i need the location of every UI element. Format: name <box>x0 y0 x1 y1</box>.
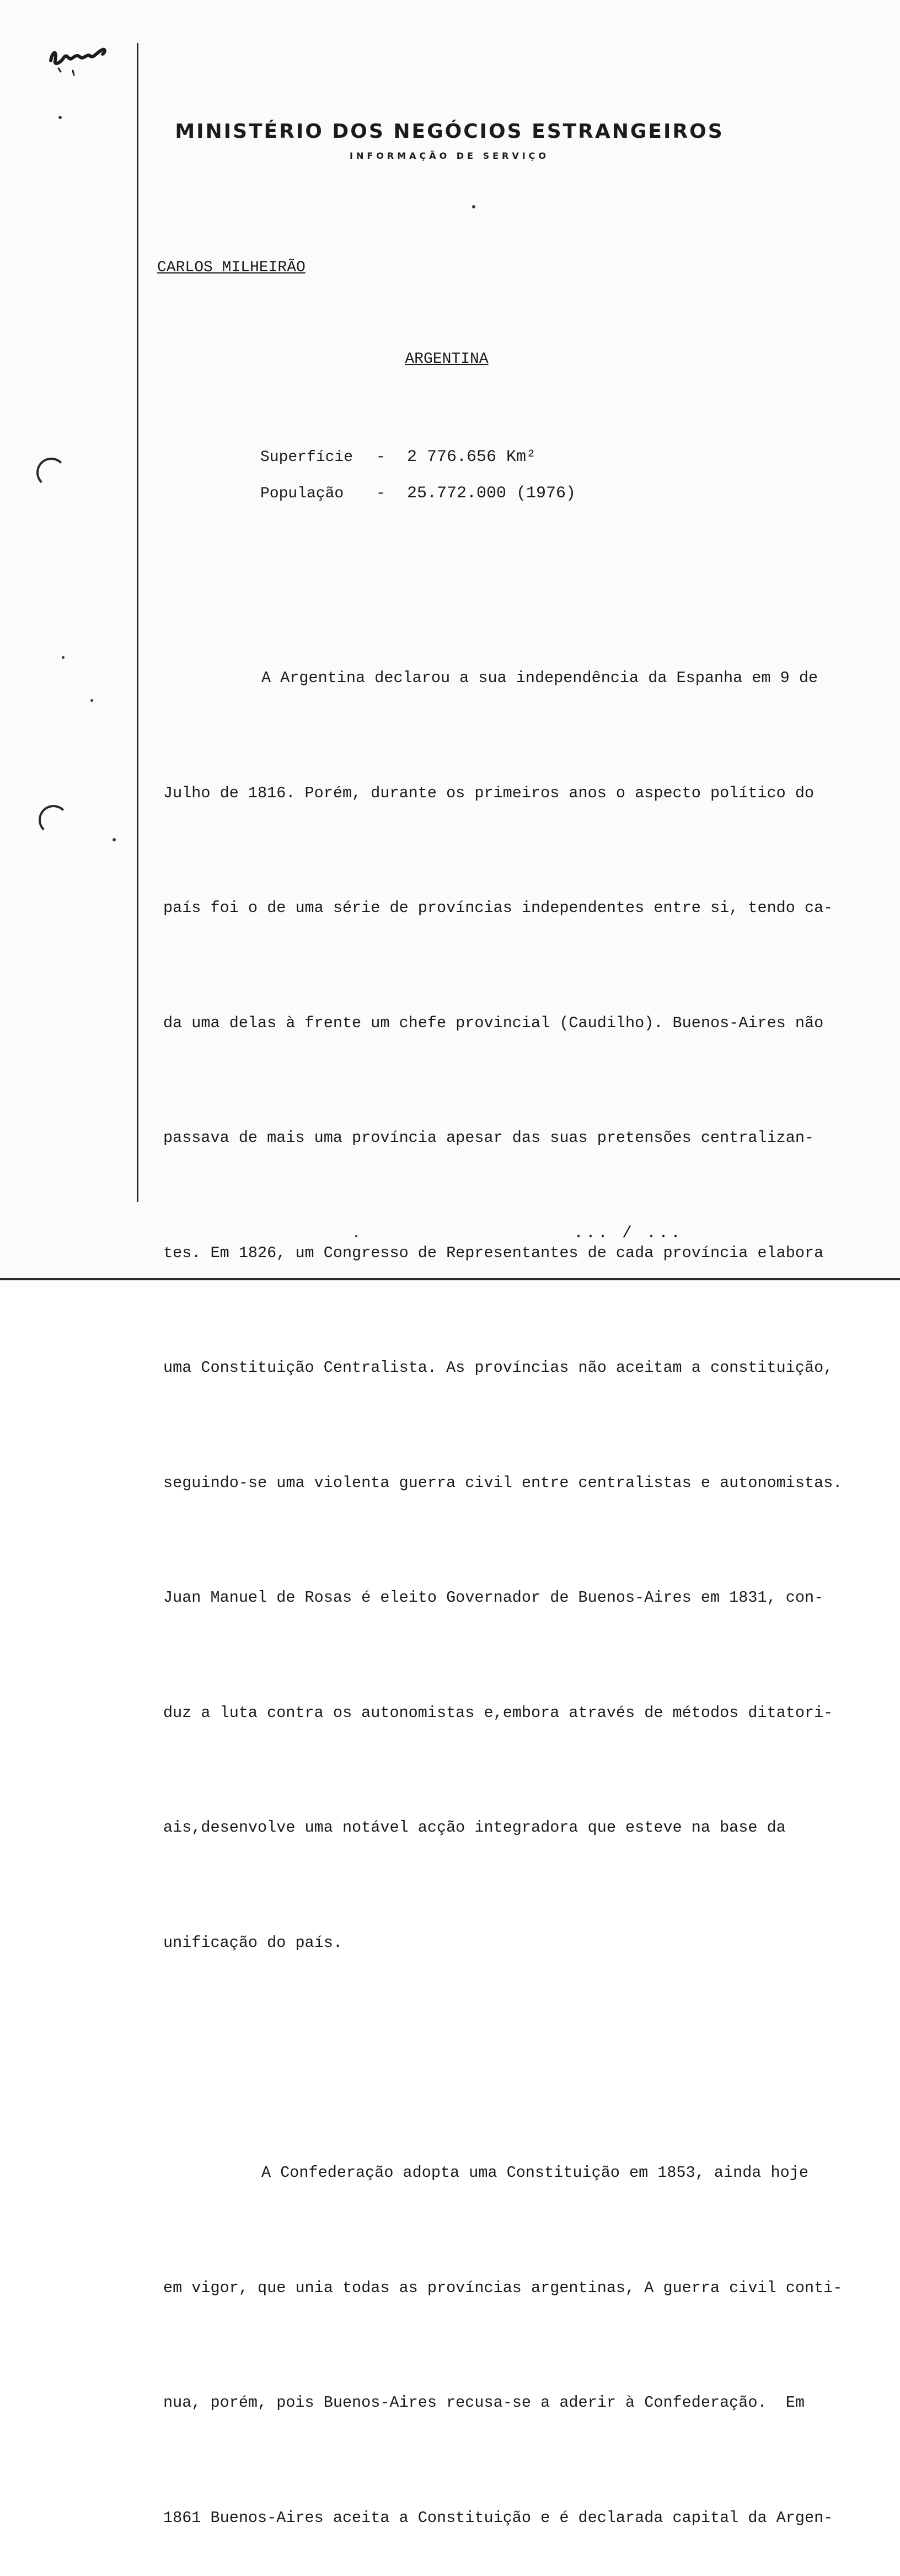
text-line: uma Constituição Centralista. As províncias não aceitam a constituição, <box>163 1359 833 1377</box>
fact-row-population <box>260 484 576 520</box>
left-margin-rule <box>137 43 138 1202</box>
fact-row-area <box>260 448 576 484</box>
text-line: Juan Manuel de Rosas é eleito Governador de Buenos-Aires em 1831, con- <box>163 1588 824 1607</box>
text-line: país foi o de uma série de províncias independentes entre si, tendo ca- <box>163 899 833 917</box>
text-line: 1861 Buenos-Aires aceita a Constituição e é declarada capital da Argen- <box>163 2508 833 2527</box>
text-line: ais,desenvolve uma notável acção integradora que esteve na base da <box>163 1818 786 1837</box>
scan-speck <box>472 205 475 208</box>
fact-dash: - <box>376 449 385 466</box>
country-facts <box>260 448 576 520</box>
ministry-heading: MINISTÉRIO DOS NEGÓCIOS ESTRANGEIROS <box>175 120 724 143</box>
text-line: nua, porém, pois Buenos-Aires recusa-se a aderir à Confederação. Em <box>163 2393 805 2412</box>
text-line: seguindo-se uma violenta guerra civil entre centralistas e autonomistas. <box>163 1473 843 1492</box>
scan-speck <box>90 699 93 702</box>
scan-speck <box>62 656 65 659</box>
author-name: CARLOS MILHEIRÃO <box>157 259 306 276</box>
binder-hole-mark <box>36 458 66 487</box>
text-line: tes. Em 1826, um Congresso de Representantes de cada província elabora <box>163 1243 824 1262</box>
text-line: em vigor, que unia todas as províncias argentinas, A guerra civil conti- <box>163 2278 843 2297</box>
binder-hole-mark <box>39 805 68 835</box>
paragraph-confederation <box>163 2077 891 2576</box>
scan-speck <box>355 1235 357 1237</box>
fact-label: População <box>260 485 344 502</box>
fact-label: Superfície <box>260 449 353 466</box>
text-line: da uma delas à frente um chefe provincial (Caudilho). Buenos-Aires não <box>163 1013 824 1032</box>
document-body <box>163 582 891 2576</box>
fact-value: 2 776.656 Km² <box>407 448 537 466</box>
text-line: passava de mais uma província apesar das suas pretensões centralizan- <box>163 1129 815 1147</box>
letterhead <box>138 118 761 164</box>
handwritten-signature <box>47 44 114 94</box>
page-continuation-marker: ... / ... <box>574 1224 683 1243</box>
text-line: A Argentina declarou a sua independência da Espanha em 9 de <box>261 669 818 687</box>
paragraph-independence <box>163 582 891 2038</box>
scan-speck <box>113 838 116 841</box>
service-subtitle: INFORMAÇÃO DE SERVIÇO <box>349 151 550 161</box>
fact-value: 25.772.000 (1976) <box>407 484 576 503</box>
scan-speck <box>58 116 62 119</box>
document-title: ARGENTINA <box>405 351 489 368</box>
text-line: A Confederação adopta uma Constituição em 1853, ainda hoje <box>261 2164 808 2182</box>
fact-dash: - <box>376 485 385 502</box>
text-line: unificação do país. <box>163 1933 342 1952</box>
text-line: duz a luta contra os autonomistas e,embora através de métodos ditatori- <box>163 1703 833 1722</box>
text-line: Julho de 1816. Porém, durante os primeiros anos o aspecto político do <box>163 783 815 802</box>
